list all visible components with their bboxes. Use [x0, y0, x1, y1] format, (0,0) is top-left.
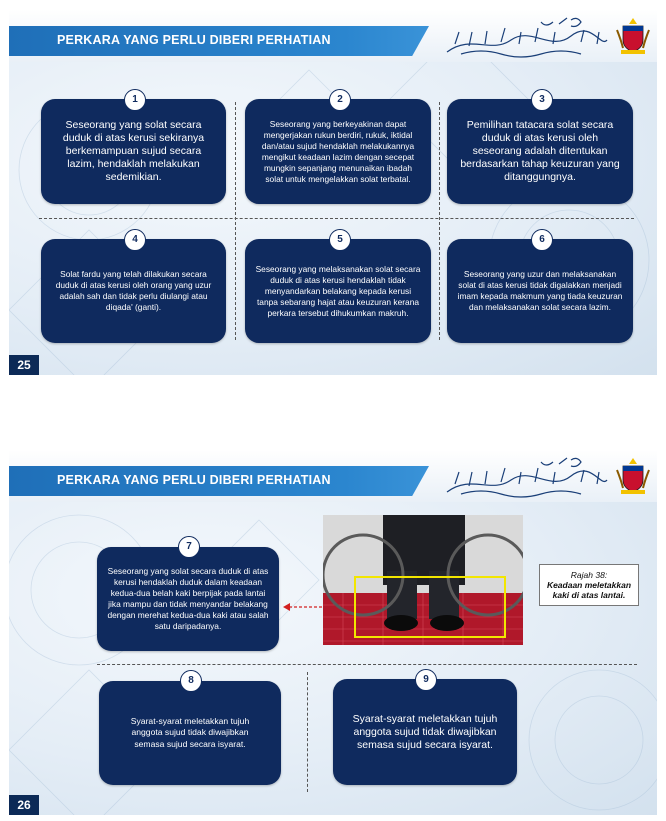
note-card — [41, 239, 226, 343]
divider — [235, 102, 236, 340]
jawi-calligraphy-logo — [441, 14, 611, 58]
step-number: 7 — [178, 536, 200, 558]
slide-title: PERKARA YANG PERLU DIBERI PERHATIAN — [57, 33, 331, 47]
note-text: Pemilihan tatacara solat secara duduk di atas kerusi oleh seseorang adalah ditentukan berdasarkan tahap keuzuran yang ditanggungnya. — [460, 119, 620, 183]
note-text: Seseorang yang berkeyakinan dapat mengerjakan rukun berdiri, rukuk, iktidal dan/atau sujud hendaklah melakukannya mengikut keadaan lazim dengan secepat mungkin sepanjang menunaikan ibadah solat untuk mengelakkan solat terbatal. — [261, 118, 415, 184]
arrow-icon — [281, 600, 325, 614]
step-number: 6 — [531, 229, 553, 251]
note-text: Syarat-syarat meletakkan tujuh anggota sujud tidak diwajibkan semasa sujud secara isyarat. — [130, 715, 250, 749]
figure-label: Rajah 38: — [570, 570, 608, 580]
note-text: Seseorang yang uzur dan melaksanakan solat di atas kerusi tidak digalakkan menjadi imam kepada makmum yang tiada keuzuran dan melaksanakan solat secara lazim. — [457, 269, 623, 312]
divider — [39, 218, 634, 219]
step-number: 2 — [329, 89, 351, 111]
note-card — [99, 681, 281, 785]
figure-text: Keadaan meletakkan kaki di atas lantai. — [546, 580, 632, 600]
page-number: 25 — [9, 355, 39, 375]
step-number: 9 — [415, 669, 437, 691]
divider — [439, 102, 440, 340]
figure-caption — [539, 564, 639, 606]
note-card — [333, 679, 517, 785]
step-number: 4 — [124, 229, 146, 251]
slide-title: PERKARA YANG PERLU DIBERI PERHATIAN — [57, 473, 331, 487]
slide-26 — [9, 450, 657, 815]
step-number: 5 — [329, 229, 351, 251]
note-card — [447, 99, 633, 204]
note-text: Seseorang yang melaksanakan solat secara duduk di atas kerusi hendaklah tidak menyandarkan belakang kepada kerusi tanpa sebarang hajat atau keuzuran kerana perkara tersebut dihukumkan makruh. — [255, 263, 421, 318]
divider — [307, 672, 308, 792]
step-number: 3 — [531, 89, 553, 111]
slide-25 — [9, 10, 657, 375]
note-card — [97, 547, 279, 651]
divider — [97, 664, 637, 665]
note-text: Seseorang yang solat secara duduk di atas kerusi sekiranya berkemampuan sujud secara lazim, hendaklah melakukan sedemikian. — [62, 119, 205, 183]
wheelchair-feet-photo — [323, 515, 523, 645]
note-text: Syarat-syarat meletakkan tujuh anggota sujud tidak diwajibkan semasa sujud secara isyarat. — [352, 712, 498, 751]
note-card — [245, 239, 431, 343]
note-text: Solat fardu yang telah dilakukan secara duduk di atas kerusi oleh orang yang uzur adalah sah dan tidak perlu diulangi atau diqada' (ganti). — [55, 269, 212, 312]
coat-of-arms-icon — [615, 16, 651, 56]
step-number: 8 — [180, 670, 202, 692]
note-card — [447, 239, 633, 343]
page-number: 26 — [9, 795, 39, 815]
note-card — [245, 99, 431, 204]
jawi-calligraphy-logo — [441, 454, 611, 498]
note-text: Seseorang yang solat secara duduk di atas kerusi hendaklah duduk dalam keadaan kedua-dua belah kaki berpijak pada lantai jika mampu dan tidak menyandar belakang dengan merehat kedua-dua kaki atau salah satu daripadanya. — [107, 566, 269, 631]
coat-of-arms-icon — [615, 456, 651, 496]
note-card — [41, 99, 226, 204]
step-number: 1 — [124, 89, 146, 111]
